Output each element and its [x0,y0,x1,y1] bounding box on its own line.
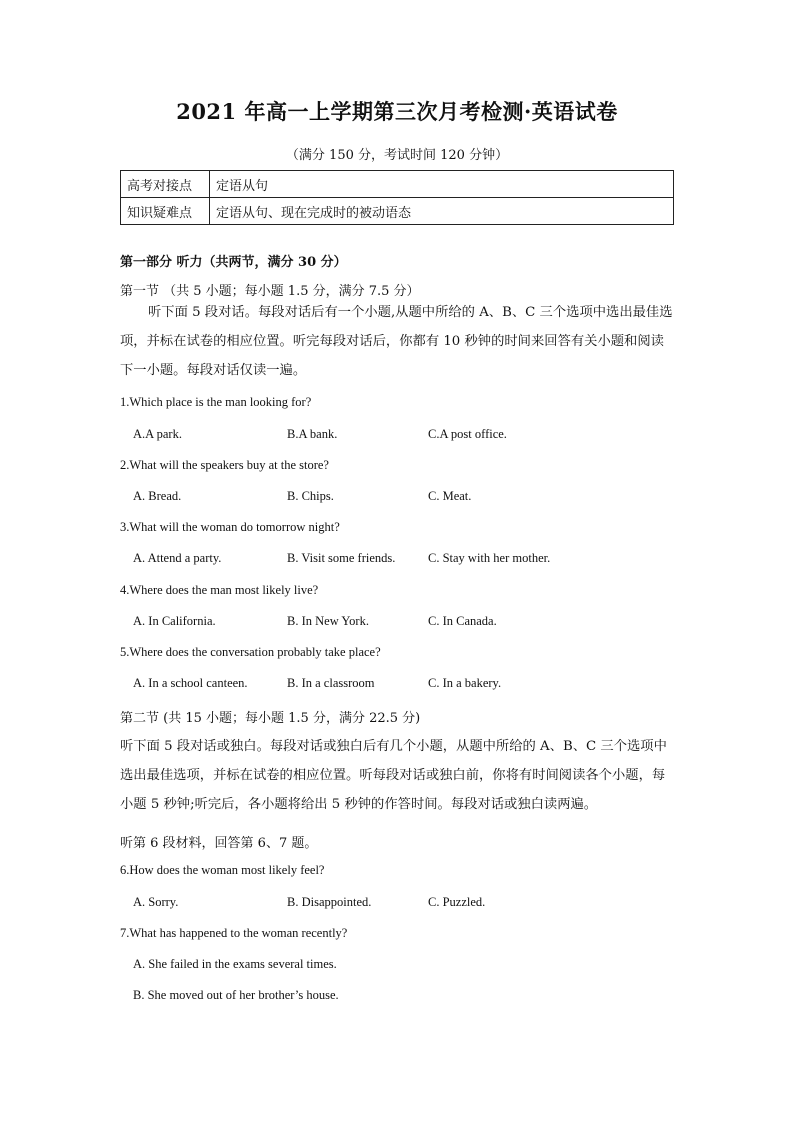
option-b: B. Visit some friends. [287,551,396,565]
option-a: A. Sorry. [133,895,179,909]
option-c: C. In Canada. [428,614,497,628]
section1-heading: 第一节 （共 5 小题；每小题 1.5 分，满分 7.5 分） [120,284,420,299]
table-key: 知识疑难点 [121,198,210,225]
exam-title: 2021 年高一上学期第三次月考检测·英语试卷 [176,99,618,124]
option-c: C.A post office. [428,427,507,441]
question-2: 2.What will the speakers buy at the store? [120,458,329,472]
option-b: B.A bank. [287,427,338,441]
question-4: 4.Where does the man most likely live? [120,583,319,597]
option-a: A.A park. [133,427,182,441]
option-b: B. She moved out of her brother’s house. [133,988,339,1002]
option-c: C. Stay with her mother. [428,551,551,565]
section2-material: 听第 6 段材料，回答第 6、7 题。 [120,836,318,851]
option-b: B. In New York. [287,614,369,628]
exam-subtitle: （满分 150 分，考试时间 120 分钟） [285,148,509,163]
section2-heading: 第二节 (共 15 小题；每小题 1.5 分，满分 22.5 分) [120,711,421,726]
question-5: 5.Where does the conversation probably take place? [120,645,381,659]
question-7: 7.What has happened to the woman recently? [120,926,348,940]
option-c: C. Puzzled. [428,895,486,909]
option-b: B. In a classroom [287,676,375,690]
table-value: 定语从句、现在完成时的被动语态 [210,198,674,225]
option-a: A. In California. [133,614,216,628]
option-c: C. In a bakery. [428,676,502,690]
question-6: 6.How does the woman most likely feel? [120,863,325,877]
option-a: A. Bread. [133,489,182,503]
question-3: 3.What will the woman do tomorrow night? [120,520,340,534]
option-a: A. In a school canteen. [133,676,248,690]
option-b: B. Chips. [287,489,334,503]
option-b: B. Disappointed. [287,895,372,909]
question-1: 1.Which place is the man looking for? [120,395,312,409]
part1-heading: 第一部分 听力（共两节，满分 30 分） [120,255,347,270]
option-a: A. She failed in the exams several times. [133,957,337,971]
table-row [121,171,674,198]
table-key: 高考对接点 [121,171,210,198]
section1-instructions: 听下面 5 段对话。每段对话后有一个小题,从题中所给的 A、B、C 三个选项中选出最佳选项，并标在试卷的相应位置。听完每段对话后，你都有 10 秒钟的时间来回答有关小题和阅读下一小题。每段对话仅读一遍。 [120,305,673,378]
section2-instructions: 听下面 5 段对话或独白。每段对话或独白后有几个小题，从题中所给的 A、B、C 三个选项中选出最佳选项，并标在试卷的相应位置。听每段对话或独白前，你将有时间阅读各个小题，每小题 5 秒钟;听完后，各小题将给出 5 秒钟的作答时间。每段对话或独白读两遍。 [120,739,667,812]
table-value: 定语从句 [210,171,674,198]
table-row [121,198,674,225]
option-a: A. Attend a party. [133,551,222,565]
option-c: C. Meat. [428,489,472,503]
info-table [120,170,674,225]
